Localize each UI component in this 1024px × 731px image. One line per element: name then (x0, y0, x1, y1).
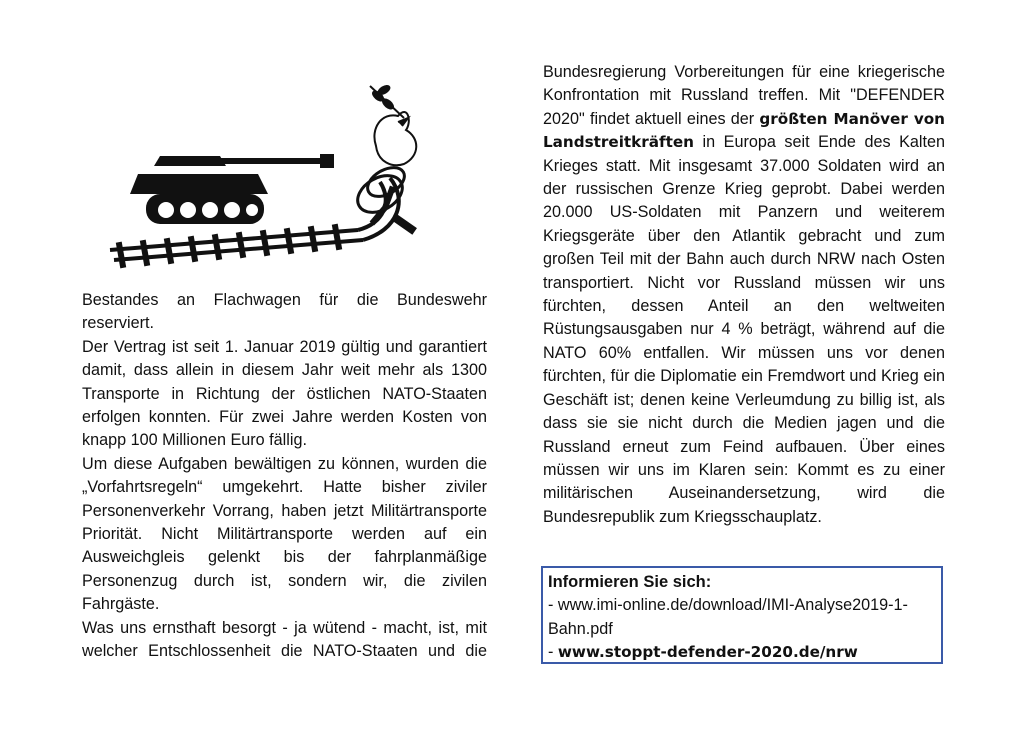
list-dash: - (548, 643, 558, 662)
tank-dove-illustration-icon (108, 82, 428, 272)
paragraph: Bestandes an Flachwagen für die Bundeswehr reserviert. (82, 291, 487, 333)
info-heading: Informieren Sie sich: (548, 573, 712, 591)
paragraph: Um diese Aufgaben bewältigen zu können, wurden die „Vorfahrtsregeln“ umgekehrt. Hatte bisher ziviler Personenverkehr Vorrang, haben jetzt Militärtransporte Priorität. Nicht Militärtransporte werden auf ein Ausweichgleis gelenkt bis der fahrplanmäßige Personenzug durch ist, sondern wir, die zivilen Fahrgäste. (82, 454, 487, 614)
info-link-item (548, 594, 941, 641)
stoppt-defender-link[interactable]: www.stoppt-defender-2020.de/nrw (557, 643, 858, 662)
info-box (541, 566, 943, 664)
paragraph: Der Vertrag ist seit 1. Januar 2019 gültig und garantiert damit, dass allein in diesem Jahr weit mehr als 1300 Transporte in Richtung der östlichen NATO-Staaten erfolgen konnten. Für zwei Jahre werden Kosten von knapp 100 Millionen Euro fällig. (82, 337, 487, 450)
list-dash: - (548, 596, 558, 615)
info-link-item (548, 641, 941, 664)
imi-link[interactable]: www.imi-online.de/download/IMI-Analyse2019-1-Bahn.pdf (548, 596, 908, 638)
bold-text: größten Manöver von Landstreitkräften (543, 109, 945, 152)
paragraph (543, 61, 945, 529)
text-run: in Europa seit Ende des Kalten Krieges statt. Mit insgesamt 37.000 Soldaten wird an der russischen Grenze Krieg geprobt. Dabei werden 20.000 US-Soldaten mit Panzern und weiterem Kriegsgeräte über den Atlantik gebracht und zum großen Teil mit der Bahn auch durch NRW nach Osten transportiert. Nicht vor Russland müssen wir uns fürchten, dessen Anteil an den weltweiten Rüstungsausgaben nur 4 % beträgt, während auf die NATO 60% entfallen. Wir müssen uns vor denen fürchten, für die Diplomatie ein Fremdwort und Krieg ein Geschäft ist; denen keine Verleumdung zu billig ist, als dass sie sie nicht durch die Medien jagen und die Russland erneut zum Feind aufbauen. Über eines müssen wir uns im Klaren sein: Kommt es zu einer militärischen Auseinandersetzung, wird die Bundesrepublik zum Kriegsschauplatz. (543, 133, 945, 526)
right-column (543, 61, 945, 529)
left-column (82, 289, 487, 664)
text-run: Bundesregierung Vorbereitungen für eine kriegerische Konfrontation mit Russland treffen. Mit "DEFENDER 2020" findet aktuell eines der (543, 63, 945, 128)
paragraph: Was uns ernsthaft besorgt - ja wütend - macht, ist, mit welcher Entschlossenheit die NATO-Staaten und die (82, 618, 487, 661)
